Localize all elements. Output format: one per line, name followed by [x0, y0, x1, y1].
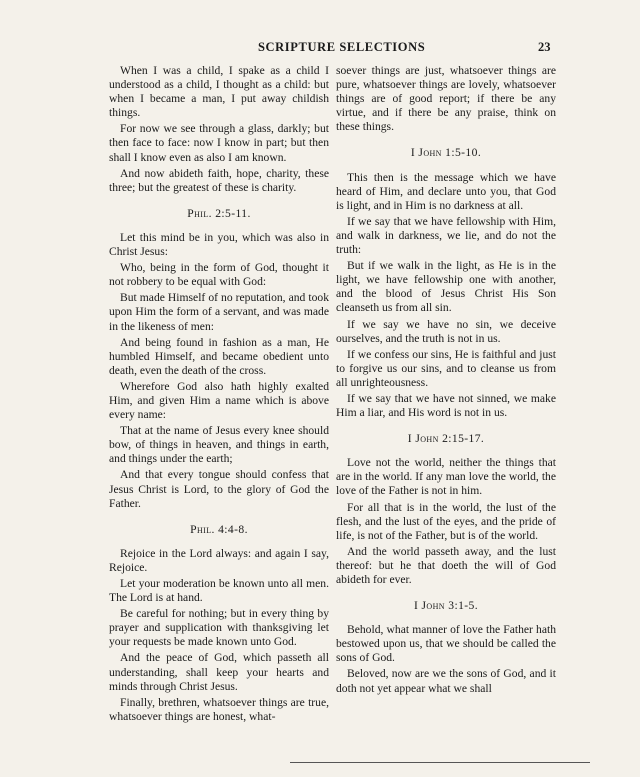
- verse: Who, being in the form of God, thought it not robbery to be equal with God:: [109, 261, 329, 289]
- verse: When I was a child, I spake as a child I understood as a child, I thought as a child: but when I became a man, I put away childish things.: [109, 64, 329, 120]
- scripture-reference: Phil. 2:5-11.: [187, 206, 251, 220]
- verse: If we confess our sins, He is faithful and just to forgive us our sins, and to cleanse us from all unrighteousness.: [336, 347, 556, 389]
- page-number: 23: [538, 40, 551, 54]
- verse: This then is the message which we have heard of Him, and declare unto you, that God is light, and in Him is no darkness at all.: [336, 170, 556, 212]
- verse: But made Himself of no reputation, and took upon Him the form of a servant, and was made in the likeness of men:: [109, 291, 329, 333]
- verse: For now we see through a glass, darkly; but then face to face: now I know in part; but then shall I know even as also I am known.: [109, 122, 329, 164]
- verse: For all that is in the world, the lust of the flesh, and the lust of the eyes, and the pride of life, is not of the Father, but is of the world.: [336, 500, 556, 542]
- verse: Be careful for nothing; but in every thing by prayer and supplication with thanksgiving let your requests be made known unto God.: [109, 607, 329, 649]
- verse: And the world passeth away, and the lust thereof: but he that doeth the will of God abideth for ever.: [336, 544, 556, 586]
- verse: Let this mind be in you, which was also in Christ Jesus:: [109, 230, 329, 259]
- verse: Love not the world, neither the things that are in the world. If any man love the world, the love of the Father is not in him.: [336, 456, 556, 498]
- verse: And that every tongue should confess that Jesus Christ is Lord, to the glory of God the Father.: [109, 468, 329, 510]
- verse: And being found in fashion as a man, He humbled Himself, and became obedient unto death, even the death of the cross.: [109, 335, 329, 377]
- verse: And now abideth faith, hope, charity, these three; but the greatest of these is charity.: [109, 166, 329, 194]
- scripture-reference: Phil. 4:4-8.: [190, 522, 248, 536]
- verse-continuation: soever things are just, whatsoever things are pure, whatsoever things are lovely, whatsoever things are of good report; if there be any virtue, and if there be any praise, think on these things.: [336, 64, 556, 134]
- verse: And the peace of God, which passeth all understanding, shall keep your hearts and minds through Christ Jesus.: [109, 651, 329, 693]
- verse: If we say that we have not sinned, we make Him a liar, and His word is not in us.: [336, 391, 556, 420]
- verse: Finally, brethren, whatsoever things are true, whatsoever things are honest, what-: [109, 695, 329, 723]
- left-column: [109, 64, 329, 726]
- verse: Behold, what manner of love the Father hath bestowed upon us, that we should be called the sons of God.: [336, 623, 556, 665]
- verse: Wherefore God also hath highly exalted Him, and given Him a name which is above every name:: [109, 379, 329, 422]
- verse: That at the name of Jesus every knee should bow, of things in heaven, and things in earth, and things under the earth;: [109, 424, 329, 466]
- verse: Rejoice in the Lord always: and again I say, Rejoice.: [109, 546, 329, 574]
- verse: If we say we have no sin, we deceive ourselves, and the truth is not in us.: [336, 317, 556, 345]
- scripture-reference: I John 3:1-5.: [413, 599, 479, 613]
- running-title: SCRIPTURE SELECTIONS: [258, 40, 426, 54]
- verse: Beloved, now are we the sons of God, and it doth not yet appear what we shall: [336, 667, 556, 695]
- verse: If we say that we have fellowship with Him, and walk in darkness, we lie, and do not the truth:: [336, 214, 556, 257]
- verse: But if we walk in the light, as He is in the light, we have fellowship one with another, and the blood of Jesus Christ His Son cleanseth us from all sin.: [336, 259, 556, 315]
- verse: Let your moderation be known unto all men. The Lord is at hand.: [109, 577, 329, 605]
- right-column: [336, 64, 556, 698]
- scripture-reference: I John 1:5-10.: [410, 146, 482, 160]
- bottom-rule: [290, 762, 590, 763]
- scripture-reference: I John 2:15-17.: [407, 432, 485, 446]
